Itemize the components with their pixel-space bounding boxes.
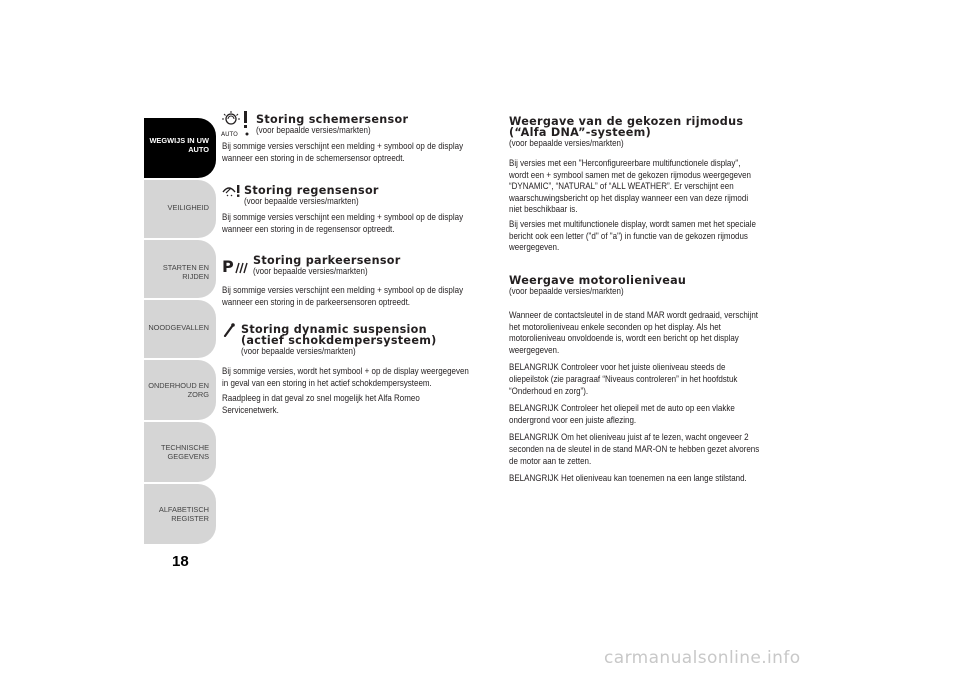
- body-line: Bij sommige versies verschijnt een melding + symbool op de display: [222, 285, 464, 295]
- body-line: bericht ook een letter ("d" of "a") in functie van de gekozen rijmodus: [509, 230, 748, 241]
- body-line: Servicenetwerk.: [222, 404, 279, 415]
- section-title: Storing dynamic suspension: [241, 323, 427, 336]
- body-line: seconden na de sleutel in de stand MAR-ON te hebben gezet alvorens: [509, 443, 760, 454]
- body-line: Bij sommige versies verschijnt een melding + symbool op de display: [222, 141, 464, 151]
- rain-sensor-warning-icon: [222, 184, 242, 198]
- body-line: de motor aan te zetten.: [509, 455, 592, 466]
- rain-body: [222, 212, 502, 235]
- tab-veiligheid[interactable]: VEILIGHEID: [144, 180, 216, 238]
- body-line: Bij sommige versies, wordt het symbool + op de display weergegeven: [222, 366, 469, 376]
- body-line: Wanneer de contactsleutel in de stand MAR wordt gedraaid, verschijnt: [509, 310, 759, 320]
- section-title-2: (actief schokdempersysteem): [241, 334, 437, 347]
- body-line: in geval van een storing in het actief schokdempersysteem.: [222, 377, 432, 388]
- body-line: “DYNAMIC”, “NATURAL” of “ALL WEATHER”. Er verschijnt een: [509, 181, 734, 192]
- body-line: BELANGRIJK Controleer het oliepeil met de auto op een vlakke: [509, 403, 735, 414]
- body-line: Bij sommige versies verschijnt een melding + symbool op de display: [222, 212, 464, 222]
- page-number: 18: [172, 553, 189, 570]
- body-line: “Onderhoud en zorg”).: [509, 385, 589, 396]
- section-title: Storing regensensor: [244, 184, 379, 197]
- twilight-body: [222, 141, 502, 164]
- section-subtitle: (voor bepaalde versies/markten): [253, 266, 368, 276]
- section-subtitle: (voor bepaalde versies/markten): [256, 125, 371, 135]
- body-line: weergegeven.: [509, 242, 560, 253]
- body-line: het motorolieniveau enkele seconden op het display. Als het: [509, 321, 721, 332]
- section-dynamic-suspension: [241, 324, 437, 358]
- section-title: Storing parkeersensor: [253, 254, 401, 267]
- tab-starten-en-rijden[interactable]: STARTEN EN RIJDEN: [144, 240, 216, 298]
- body-line: wordt een + symbool samen met de gekozen rijmodus weergegeven: [509, 169, 751, 180]
- section-title: Weergave van de gekozen rijmodus: [509, 115, 744, 128]
- section-twilight-sensor: [256, 114, 408, 137]
- section-parking-sensor: [253, 255, 401, 278]
- body-line: motorolieniveau onvoldoende is, wordt een bericht op het display: [509, 333, 739, 344]
- body-line: BELANGRIJK Het olieniveau kan toenemen na een lange stilstand.: [509, 473, 747, 484]
- svg-text:P: P: [222, 257, 234, 275]
- section-subtitle: (voor bepaalde versies/markten): [244, 196, 359, 206]
- body-line: oliepeilstok (zie paragraaf “Niveaus controleren” in het hoofdstuk: [509, 373, 738, 384]
- tab-technische-gegevens[interactable]: TECHNISCHE GEGEVENS: [144, 422, 216, 482]
- parking-sensor-icon: [222, 255, 248, 275]
- tab-noodgevallen[interactable]: NOODGEVALLEN: [144, 300, 216, 358]
- section-title: Storing schemersensor: [256, 113, 409, 126]
- section-alfa-dna: [509, 116, 743, 150]
- tab-wegwijs-in-uw-auto[interactable]: WEGWIJS IN UW AUTO: [144, 118, 216, 178]
- suspension-body: [222, 366, 509, 416]
- parking-body: [222, 285, 502, 308]
- body-line: wanneer een storing in de schemersensor optreedt.: [222, 152, 405, 163]
- section-title-2: (“Alfa DNA”-systeem): [509, 126, 652, 139]
- body-line: waarschuwingsbericht op het display wanneer een van deze rijmodi: [509, 192, 749, 203]
- section-rain-sensor: [244, 185, 379, 208]
- body-line: weergegeven.: [509, 344, 560, 355]
- tab-onderhoud-en-zorg[interactable]: ONDERHOUD EN ZORG: [144, 360, 216, 420]
- body-line: Bij versies met multifunctionele display, wordt samen met het speciale: [509, 218, 756, 229]
- body-line: niet beschikbaar is.: [509, 204, 578, 215]
- body-line: wanneer een storing in de parkeersensoren optreedt.: [222, 296, 411, 307]
- body-line: Raadpleeg in dat geval zo snel mogelijk het Alfa Romeo: [222, 393, 420, 404]
- section-oil-level: [509, 275, 686, 298]
- body-line: BELANGRIJK Controleer voor het juiste olieniveau steeds de: [509, 362, 726, 373]
- body-line: BELANGRIJK Om het olieniveau juist af te lezen, wacht ongeveer 2: [509, 432, 749, 443]
- section-subtitle: (voor bepaalde versies/markten): [509, 286, 624, 296]
- watermark: carmanualsonline.info: [604, 648, 801, 668]
- auto-icon-label: AUTO: [221, 131, 238, 138]
- section-subtitle: (voor bepaalde versies/markten): [509, 138, 624, 148]
- body-line: wanneer een storing in de regensensor optreedt.: [222, 223, 395, 234]
- alfa-dna-body: [509, 158, 796, 254]
- wrench-icon: [223, 323, 235, 337]
- body-line: Bij versies met een "Herconfigureerbare multifunctionele display",: [509, 158, 741, 168]
- oil-level-body: [509, 310, 800, 485]
- tab-alfabetisch-register[interactable]: ALFABETISCH REGISTER: [144, 484, 216, 544]
- section-title: Weergave motorolieniveau: [509, 274, 687, 287]
- section-subtitle: (voor bepaalde versies/markten): [241, 346, 356, 356]
- body-line: ondergrond voor een juiste aflezing.: [509, 414, 637, 425]
